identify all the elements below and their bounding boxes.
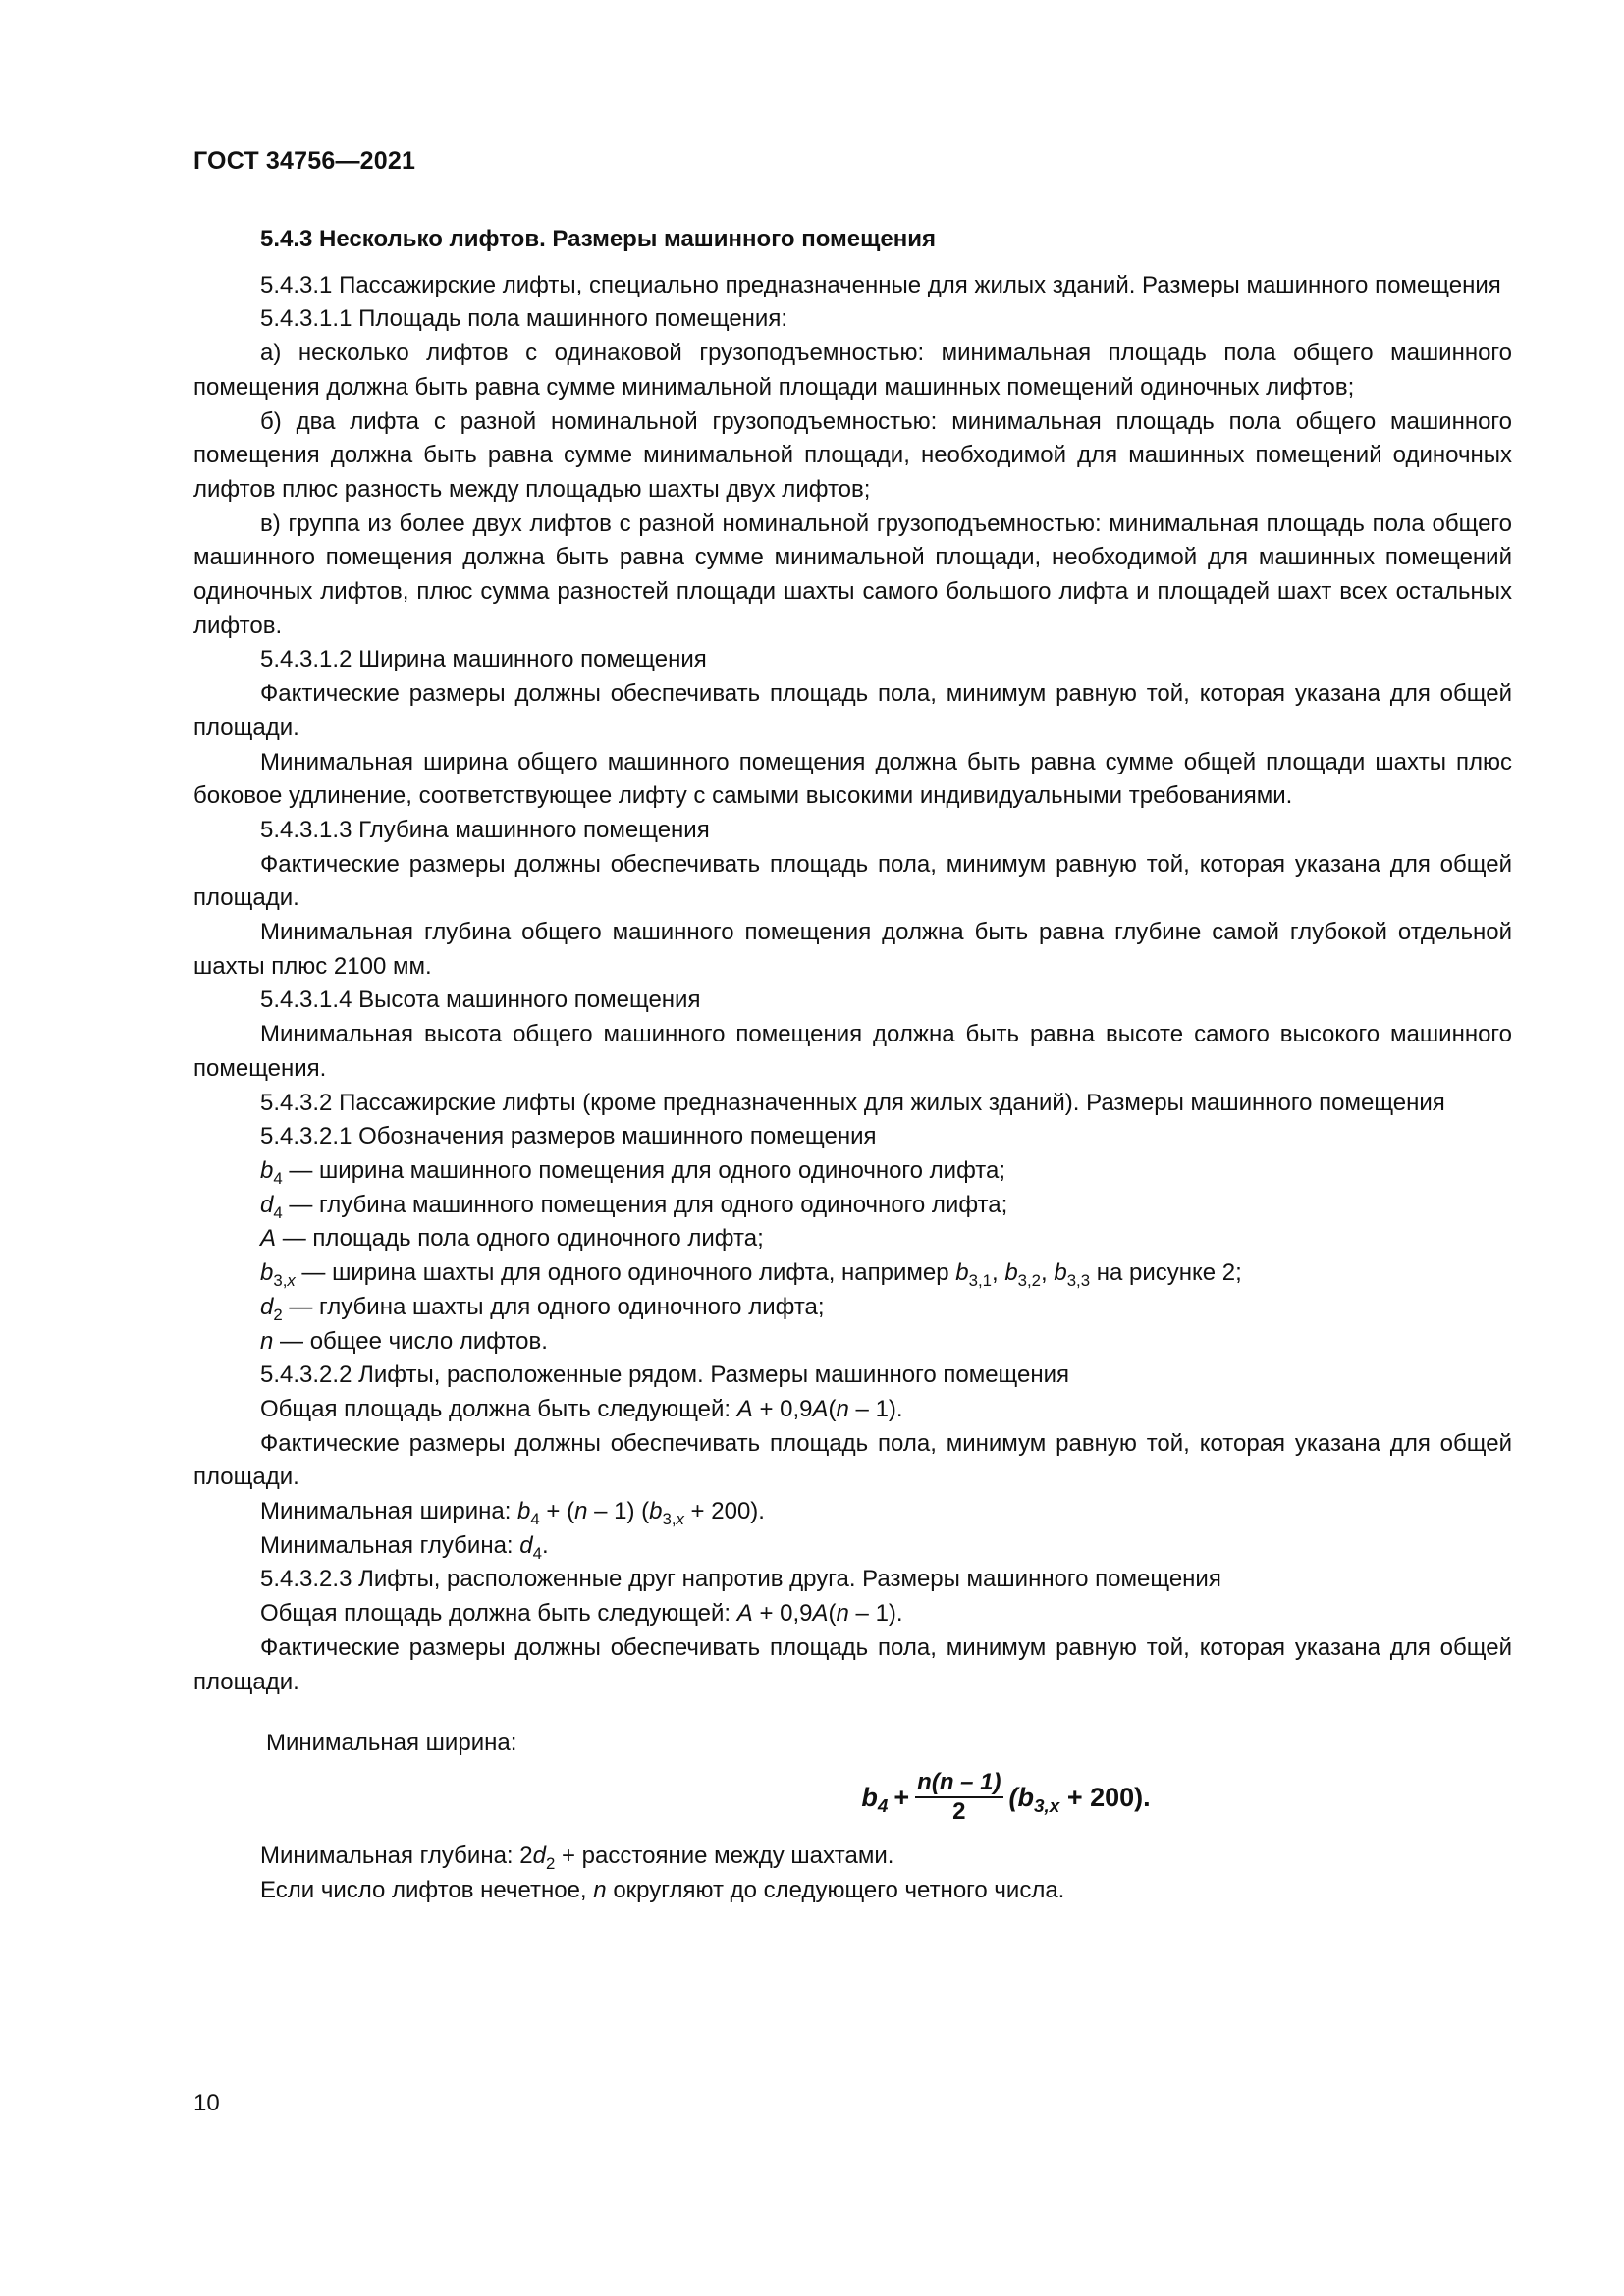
- document-body: [193, 223, 1512, 1907]
- section-heading: 5.4.3 Несколько лифтов. Размеры машинного помещения: [260, 226, 936, 252]
- document-header: ГОСТ 34756—2021: [193, 147, 416, 175]
- paragraph-total-area: Общая площадь должна быть следующей: A + 0,9A(n – 1).: [260, 1600, 903, 1628]
- paragraph: Фактические размеры должны обеспечивать площадь пола, минимум равную той, которая указана для общей площади.: [193, 850, 1512, 912]
- definition-b3x: $b_{3,x}$ — ширина шахты для одного одиночного лифта, например $b_{3,1}$, $b_{3,2}$, $b_{3,3}$ на рисунке 2;: [260, 1259, 1242, 1290]
- paragraph: Если число лифтов нечетное, n округляют до следующего четного числа.: [260, 1876, 1065, 1903]
- paragraph: 5.4.3.2.3 Лифты, расположенные друг напротив друга. Размеры машинного помещения: [260, 1566, 1221, 1593]
- paragraph: в) группа из более двух лифтов с разной номинальной грузоподъемностью: минимальная площадь пола общего машинного помещения должна быть равна сумме минимальной площади, необходимой для машинных помещений одиночных лифтов, плюс сумма разностей площади шахты самого большого лифта и площадей шахт всех остальных лифтов.: [193, 509, 1512, 639]
- paragraph: 5.4.3.1 Пассажирские лифты, специально предназначенные для жилых зданий. Размеры машинного помещения: [260, 271, 1501, 298]
- paragraph: 5.4.3.1.4 Высота машинного помещения: [260, 987, 701, 1014]
- paragraph: 5.4.3.2 Пассажирские лифты (кроме предназначенных для жилых зданий). Размеры машинного помещения: [260, 1089, 1445, 1116]
- definition-n: n — общее число лифтов.: [260, 1327, 548, 1355]
- paragraph: Минимальная ширина:: [266, 1730, 517, 1757]
- paragraph: Минимальная высота общего машинного помещения должна быть равна высоте самого высокого машинного помещения.: [193, 1021, 1512, 1082]
- paragraph: 5.4.3.1.2 Ширина машинного помещения: [260, 646, 707, 673]
- page-number: 10: [193, 2090, 220, 2116]
- definition-d4: $d_4$ — глубина машинного помещения для одного одиночного лифта;: [260, 1191, 1008, 1222]
- paragraph: 5.4.3.2.1 Обозначения размеров машинного помещения: [260, 1123, 877, 1150]
- paragraph-total-area: Общая площадь должна быть следующей: A + 0,9A(n – 1).: [260, 1395, 903, 1422]
- paragraph: 5.4.3.1.3 Глубина машинного помещения: [260, 816, 710, 843]
- formula-min-width: $b_4$ + $\frac{n(n - 1)}{2}$ $(b_{3,x} + 200)$.: [861, 1768, 1151, 1825]
- paragraph: Минимальная ширина общего машинного помещения должна быть равна сумме общей площади шахты плюс боковое удлинение, соответствующее лифту с самыми высокими индивидуальными требованиями.: [193, 748, 1512, 810]
- paragraph: Фактические размеры должны обеспечивать площадь пола, минимум равную той, которая указана для общей площади.: [193, 1633, 1512, 1695]
- definition-b4: $b_4$ — ширина машинного помещения для одного одиночного лифта;: [260, 1156, 1006, 1188]
- paragraph: Минимальная глубина общего машинного помещения должна быть равна глубине самой глубокой отдельной шахты плюс 2100 мм.: [193, 919, 1512, 980]
- definition-d2: $d_2$ — глубина шахты для одного одиночного лифта;: [260, 1293, 825, 1324]
- paragraph: Фактические размеры должны обеспечивать площадь пола, минимум равную той, которая указана для общей площади.: [193, 1429, 1512, 1491]
- paragraph-min-depth: Минимальная глубина: $d_4$.: [260, 1531, 549, 1563]
- paragraph: б) два лифта с разной номинальной грузоподъемностью: минимальная площадь пола общего машинного помещения должна быть равна сумме минимальной площади, необходимой для машинных помещений одиночных лифтов плюс разность между площадью шахты двух лифтов;: [193, 407, 1512, 503]
- paragraph: а) несколько лифтов с одинаковой грузоподъемностью: минимальная площадь пола общего машинного помещения должна быть равна сумме минимальной площади машинных помещений одиночных лифтов;: [193, 340, 1512, 400]
- paragraph: Фактические размеры должны обеспечивать площадь пола, минимум равную той, которая указана для общей площади.: [193, 680, 1512, 741]
- definition-a: A — площадь пола одного одиночного лифта;: [260, 1225, 764, 1253]
- paragraph-min-width: Минимальная ширина: $b_4 + (n - 1) (b_{3,x} + 200)$.: [260, 1498, 765, 1528]
- paragraph: 5.4.3.1.1 Площадь пола машинного помещения:: [260, 305, 787, 333]
- paragraph: 5.4.3.2.2 Лифты, расположенные рядом. Размеры машинного помещения: [260, 1362, 1070, 1389]
- paragraph-min-depth: Минимальная глубина: $2d_2$ + расстояние между шахтами.: [260, 1842, 894, 1873]
